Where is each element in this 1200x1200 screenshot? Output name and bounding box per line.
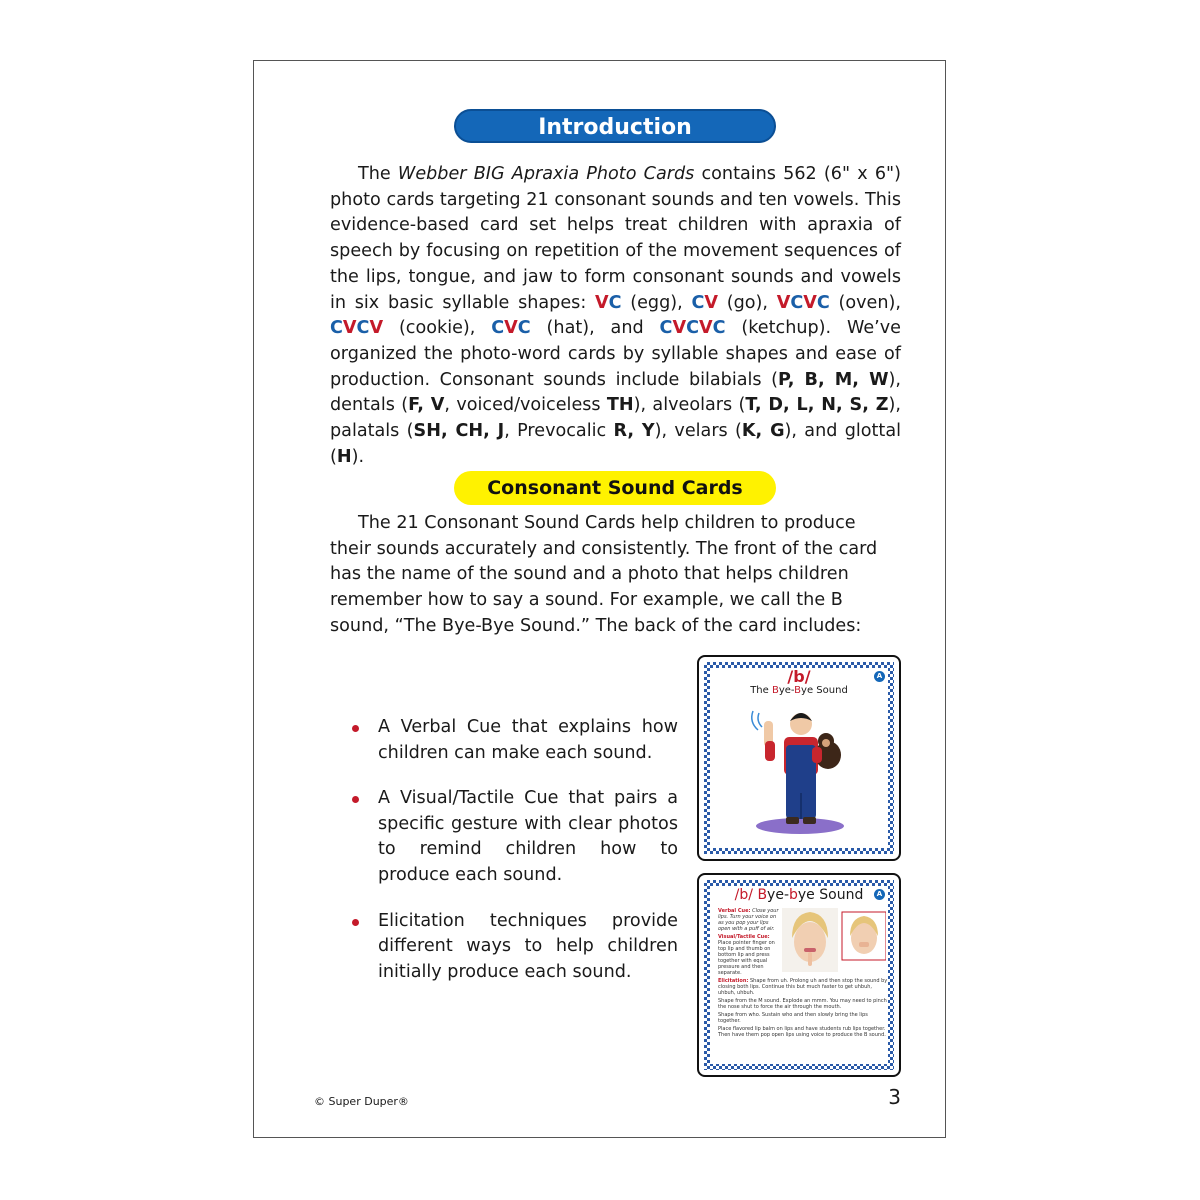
card-sound-label: /b/ xyxy=(787,667,811,686)
introduction-paragraph: The Webber BIG Apraxia Photo Cards contains 562 (6" x 6") photo cards targeting 21 consonant sounds and ten vowels. This evidence-based card set helps treat children with apraxia of speech by focusing on repetition of the movement sequences of the lips, tongue, and jaw to form consonant sounds and vowels in six basic syllable shapes: VC (egg), CV (go), VCVC (oven), CVCV (cookie), CVC (hat), and CVCVC (ketchup). We’ve organized the photo-word cards by syllable shapes and ease of production. Consonant sounds include bilabials (P, B, M, W), dentals (F, V, voiced/voiceless TH), alveolars (T, D, L, N, S, Z), palatals (SH, CH, J, Prevocalic R, Y), velars (K, G), and glottal (H). xyxy=(330,164,902,467)
list-item: A Verbal Cue that explains how children can make each sound. xyxy=(348,715,678,766)
card-badge: A xyxy=(874,671,885,682)
list-item: A Visual/Tactile Cue that pairs a specific gesture with clear photos to remind children how to produce each sound. xyxy=(348,786,678,888)
card-back-text: Verbal Cue: Close your lips. Turn your voice on as you pop your lips open with a puff of air. Visual/Tactile Cue: Place pointer finger on top lip and thumb on bottom lip and press together with equal pressure and then separate. Elicitation: Shape from uh. Prolong uh and then stop the sound by closing both lips. Continue this but much faster to get uhbuh, uhbuh, uhbuh. Shape from the M sound. Explode an mmm. You may need to pinch the nose shut to force the air through the mouth. Shape from who. Sustain who and then slowly bring the lips together. Place flavored lip balm on lips and have students rub lips together. Then have them pop open lips using voice to produce the B sound. xyxy=(718,908,888,1038)
lips-cue-photos xyxy=(782,908,886,972)
introduction-heading: Introduction xyxy=(454,109,776,143)
document-page xyxy=(253,60,946,1138)
card-back-feature-list xyxy=(348,715,678,1005)
page-number: 3 xyxy=(888,1085,901,1109)
card-badge: A xyxy=(874,889,885,900)
copyright-text: © Super Duper® xyxy=(314,1095,409,1108)
card-back-title: /b/ Bye-bye Sound xyxy=(734,887,864,903)
card-front-image xyxy=(697,655,901,861)
card-back-image xyxy=(697,873,901,1077)
consonant-sound-cards-heading: Consonant Sound Cards xyxy=(454,471,776,505)
boy-waving-photo xyxy=(710,697,890,837)
card-sound-name: The Bye-Bye Sound xyxy=(750,685,848,696)
consonant-paragraph: The 21 Consonant Sound Cards help children to produce their sounds accurately and consistently. The front of the card has the name of the sound and a photo that helps children remember how to say a sound. For example, we call the B sound, “The Bye-Bye Sound.” The back of the card includes: xyxy=(330,513,878,636)
list-item: Elicitation techniques provide different ways to help children initially produce each sound. xyxy=(348,909,678,986)
